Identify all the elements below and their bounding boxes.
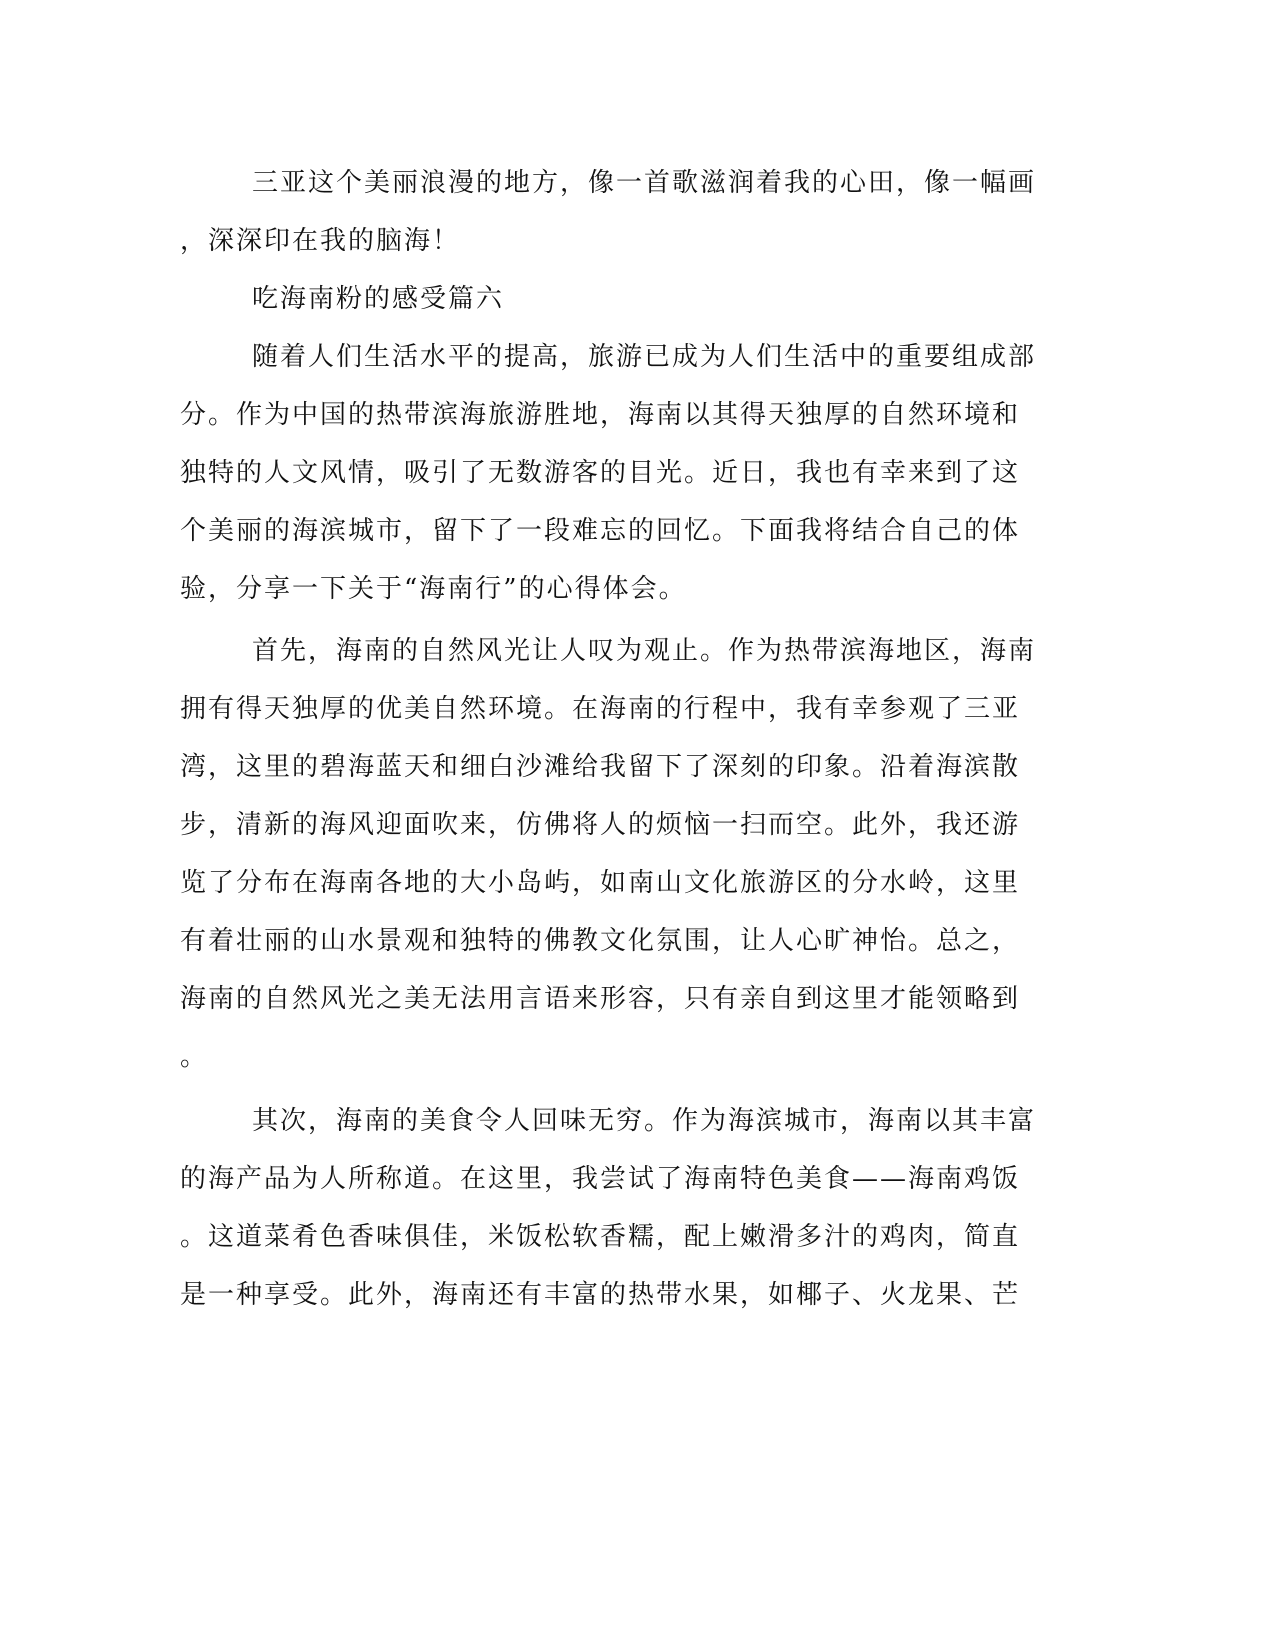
paragraph-line: 个美丽的海滨城市，留下了一段难忘的回忆。下面我将结合自己的体 xyxy=(180,516,1021,546)
paragraph-line: 独特的人文风情，吸引了无数游客的目光。近日，我也有幸来到了这 xyxy=(180,458,1021,488)
paragraph-line: 三亚这个美丽浪漫的地方，像一首歌滋润着我的心田，像一幅画 xyxy=(252,168,1037,198)
paragraph-line: 。 xyxy=(180,1042,209,1072)
paragraph-line: 验，分享一下关于“海南行”的心得体会。 xyxy=(180,574,687,604)
paragraph-line: 览了分布在海南各地的大小岛屿，如南山文化旅游区的分水岭，这里 xyxy=(180,868,1021,898)
paragraph-line: 的海产品为人所称道。在这里，我尝试了海南特色美食——海南鸡饭 xyxy=(180,1164,1021,1194)
paragraph-line: 湾，这里的碧海蓝天和细白沙滩给我留下了深刻的印象。沿着海滨散 xyxy=(180,752,1021,782)
paragraph-line: ，深深印在我的脑海！ xyxy=(180,226,461,256)
paragraph-line: 分。作为中国的热带滨海旅游胜地，海南以其得天独厚的自然环境和 xyxy=(180,400,1021,430)
paragraph-line: 首先，海南的自然风光让人叹为观止。作为热带滨海地区，海南 xyxy=(252,636,1037,666)
paragraph-line: 有着壮丽的山水景观和独特的佛教文化氛围，让人心旷神怡。总之， xyxy=(180,926,1021,956)
paragraph-line: 海南的自然风光之美无法用言语来形容，只有亲自到这里才能领略到 xyxy=(180,984,1021,1014)
paragraph-line: 。这道菜肴色香味俱佳，米饭松软香糯，配上嫩滑多汁的鸡肉，简直 xyxy=(180,1222,1021,1252)
paragraph-line: 是一种享受。此外，海南还有丰富的热带水果，如椰子、火龙果、芒 xyxy=(180,1280,1021,1310)
paragraph-line: 随着人们生活水平的提高，旅游已成为人们生活中的重要组成部 xyxy=(252,342,1037,372)
paragraph-line: 其次，海南的美食令人回味无穷。作为海滨城市，海南以其丰富 xyxy=(252,1106,1037,1136)
paragraph-line: 拥有得天独厚的优美自然环境。在海南的行程中，我有幸参观了三亚 xyxy=(180,694,1021,724)
paragraph-line: 步，清新的海风迎面吹来，仿佛将人的烦恼一扫而空。此外，我还游 xyxy=(180,810,1021,840)
section-heading: 吃海南粉的感受篇六 xyxy=(252,284,505,314)
